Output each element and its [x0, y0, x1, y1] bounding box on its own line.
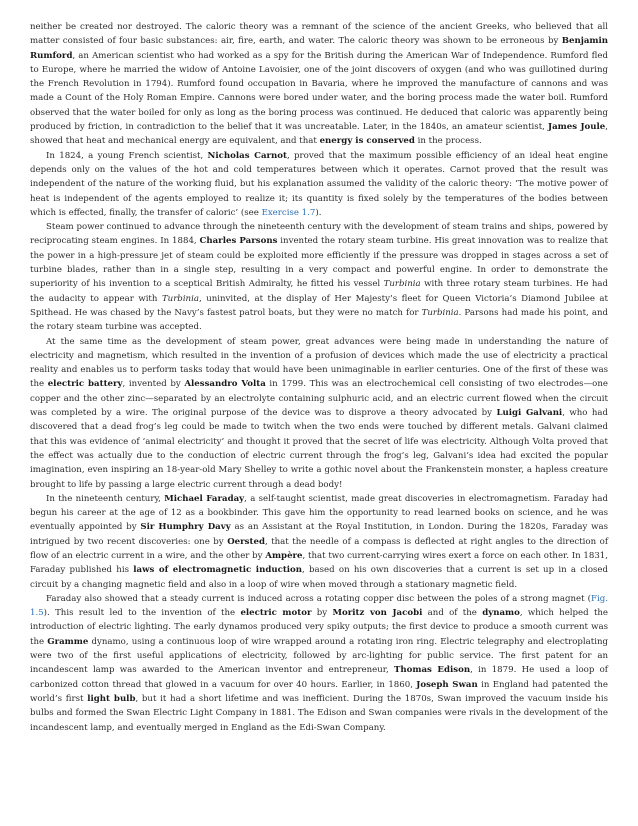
bold-term: Charles Parsons: [199, 236, 278, 247]
bold-term: light bulb: [87, 693, 136, 704]
paragraph: [30, 20, 608, 149]
italic-term: Turbinia: [161, 293, 199, 304]
bold-term: energy is conserved: [319, 136, 415, 147]
text-run: in 1799. This was an electrochemical cell consisting of two electrodes—one copper and the other zinc—separated by an electrolyte containing sulphuric acid, and an electric current flowed when the circuit was completed by a wire. The original purpose of the device was to disprove a theory advocated by: [30, 379, 608, 419]
text-run: , in 1879. He used a loop of carbonized cotton thread that glowed in a vacuum for over 40 hours. Earlier, in 1860,: [30, 665, 608, 690]
text-run: invented the rotary steam turbine. His great innovation was to realize that the power in a high-pressure jet of steam could be exploited more efficiently if the pressure was dropped in stages across a set of turbine blades, rather than in a single step, resulting in a very compact and powerful engine. In order to demonstrate the superiority of his invention to a sceptical British Admiralty, he fitted his vessel: [30, 236, 608, 290]
text-run: dynamo, using a continuous loop of wire wrapped around a rotating iron ring. Electric telegraphy and electroplating were two of the first useful applications of electricity, followed by arc-lighting for public service. The first patent for an incandescent lamp was awarded to the American inventor and entrepreneur,: [30, 636, 608, 676]
text-run: , who had discovered that a dead frog’s leg could be made to twitch when the two ends were touched by different metals. Galvani claimed that this was evidence of ‘animal electricity’ and thought it proved that the secret of life was electricity. Although Volta proved that the effect was actually due to the conduction of electric current through the frog’s leg, Galvani’s idea had excited the popular imagination, even inspiring an 18-year-old Mary Shelley to write a gothic novel about the Frankenstein monster, a hapless creature brought to life by passing a large electric current through a dead body!: [30, 408, 608, 490]
bold-term: laws of electromagnetic induction: [133, 565, 303, 576]
bold-term: Luigi Galvani: [496, 408, 563, 419]
text-run: , showed that heat and mechanical energy are equivalent, and that: [30, 122, 608, 147]
cross-reference-link[interactable]: Fig. 1.5: [30, 593, 608, 619]
bold-term: Thomas Edison: [394, 665, 471, 676]
bold-term: Joseph Swan: [416, 679, 478, 690]
text-run: neither be created nor destroyed. The caloric theory was a remnant of the science of the ancient Greeks, who believed that all matter consisted of four basic substances: air, fire, earth, and water. The caloric theory was shown to be erroneous by: [30, 22, 608, 47]
italic-term: Turbinia: [421, 307, 459, 318]
text-run: ).: [315, 207, 322, 218]
paragraph: [30, 149, 608, 220]
text-run: in England had patented the world’s first: [30, 679, 608, 704]
bold-term: electric battery: [47, 379, 123, 390]
bold-term: dynamo: [482, 608, 520, 619]
text-run: , uninvited, at the display of Her Majesty’s fleet for Queen Victoria’s Diamond Jubilee at Spithead. He was chased by the Navy’s fastest patrol boats, but they were no match for: [30, 293, 608, 318]
text-run: , that the needle of a compass is deflected at right angles to the direction of flow of an electric current in a wire, and the other by: [30, 536, 608, 561]
text-run: by: [311, 608, 333, 619]
text-run: In the nineteenth century,: [46, 493, 165, 504]
document-body: [30, 20, 608, 735]
text-run: ). This result led to the invention of the: [43, 608, 241, 619]
bold-term: Moritz von Jacobi: [332, 608, 423, 619]
text-run: , based on his own discoveries that a current is set up in a closed circuit by a changing magnetic field and also in a loop of wire when moved through a stationary magnetic field.: [30, 565, 608, 590]
bold-term: Nicholas Carnot: [207, 150, 288, 161]
text-run: , but it had a short lifetime and was inefficient. During the 1870s, Swan improved the vacuum inside his bulbs and formed the Swan Electric Light Company in 1881. The Edison and Swan companies were rivals in the development of the incandescent lamp, and eventually merged in England as the Edi-Swan Company.: [30, 693, 608, 733]
bold-term: Ampère: [265, 550, 303, 561]
paragraph: [30, 335, 608, 492]
text-run: , an American scientist who had worked as a spy for the British during the American War of Independence. Rumford fled to Europe, where he married the widow of Antoine Lavoisier, one of the joint discovers of oxygen (and who was guillotined during the French Revolution in 1794). Rumford found occupation in Bavaria, where he improved the manufacture of cannons and was made a Count of the Holy Roman Empire. Cannons were bored under water, and the boring process made the water boil. Rumford observed that the water boiled for only as long as the boring process was continued. He deduced that caloric was apparently being produced by friction, in contradiction to the belief that it was uncreatable. Later, in the 1840s, an amateur scientist,: [30, 50, 608, 133]
bold-term: Oersted: [227, 536, 265, 547]
text-run: . Parsons had made his point, and the rotary steam turbine was accepted.: [30, 307, 608, 333]
text-run: with three rotary steam turbines. He had the audacity to appear with: [30, 279, 609, 304]
paragraph: [30, 492, 608, 592]
text-run: and of the: [422, 608, 483, 619]
text-run: Steam power continued to advance through the nineteenth century with the development of steam trains and ships, powered by reciprocating steam engines. In 1884,: [30, 222, 608, 247]
text-run: , a self-taught scientist, made great discoveries in electromagnetism. Faraday had begun his career at the age of 12 as a bookbinder. This gave him the opportunity to read learned books on science, and he was eventually appointed by: [30, 493, 608, 533]
cross-reference-link[interactable]: Exercise 1.7: [261, 207, 316, 218]
bold-term: James Joule: [548, 122, 606, 133]
italic-term: Turbinia: [383, 279, 421, 290]
text-run: , proved that the maximum possible efficiency of an ideal heat engine depends only on the values of the hot and cold temperatures between which it operates. Carnot proved that the result was independent of the nature of the working fluid, but his explanation assumed the validity of the caloric theory: ‘The motive power of heat is independent of the agents employed to realize it; its quantity is fixed solely by the temperatures of the bodies between which is effected, finally, the transfer of caloric’ (see: [30, 150, 608, 218]
paragraph: [30, 592, 608, 735]
paragraph: [30, 220, 608, 334]
text-run: At the same time as the development of steam power, great advances were being made in understanding the nature of electricity and magnetism, which resulted in the invention of a profusion of devices which made the use of electricity a practical reality and enables us to perform tasks today that would have been unimaginable in earlier centuries. One of the first of these was the: [30, 336, 608, 390]
text-run: , which helped the introduction of electric lighting. The early dynamos produced very spiky outputs; the first device to produce a smooth current was the: [30, 608, 609, 647]
text-run: In 1824, a young French scientist,: [46, 150, 208, 161]
bold-term: Gramme: [47, 636, 89, 647]
bold-term: Sir Humphry Davy: [140, 522, 231, 533]
bold-term: electric motor: [240, 608, 312, 619]
text-run: in the process.: [414, 136, 482, 147]
bold-term: Benjamin Rumford: [30, 36, 608, 61]
bold-term: Alessandro Volta: [184, 379, 266, 390]
text-run: as an Assistant at the Royal Institution, in London. During the 1820s, Faraday was intrigued by two recent discoveries: one by: [30, 522, 609, 547]
text-run: , that two current-carrying wires exert a force on each other. In 1831, Faraday published his: [30, 550, 608, 576]
text-run: Faraday also showed that a steady current is induced across a rotating copper disc between the poles of a strong magnet (: [46, 593, 592, 604]
text-run: , invented by: [122, 379, 185, 390]
bold-term: Michael Faraday: [164, 493, 245, 504]
